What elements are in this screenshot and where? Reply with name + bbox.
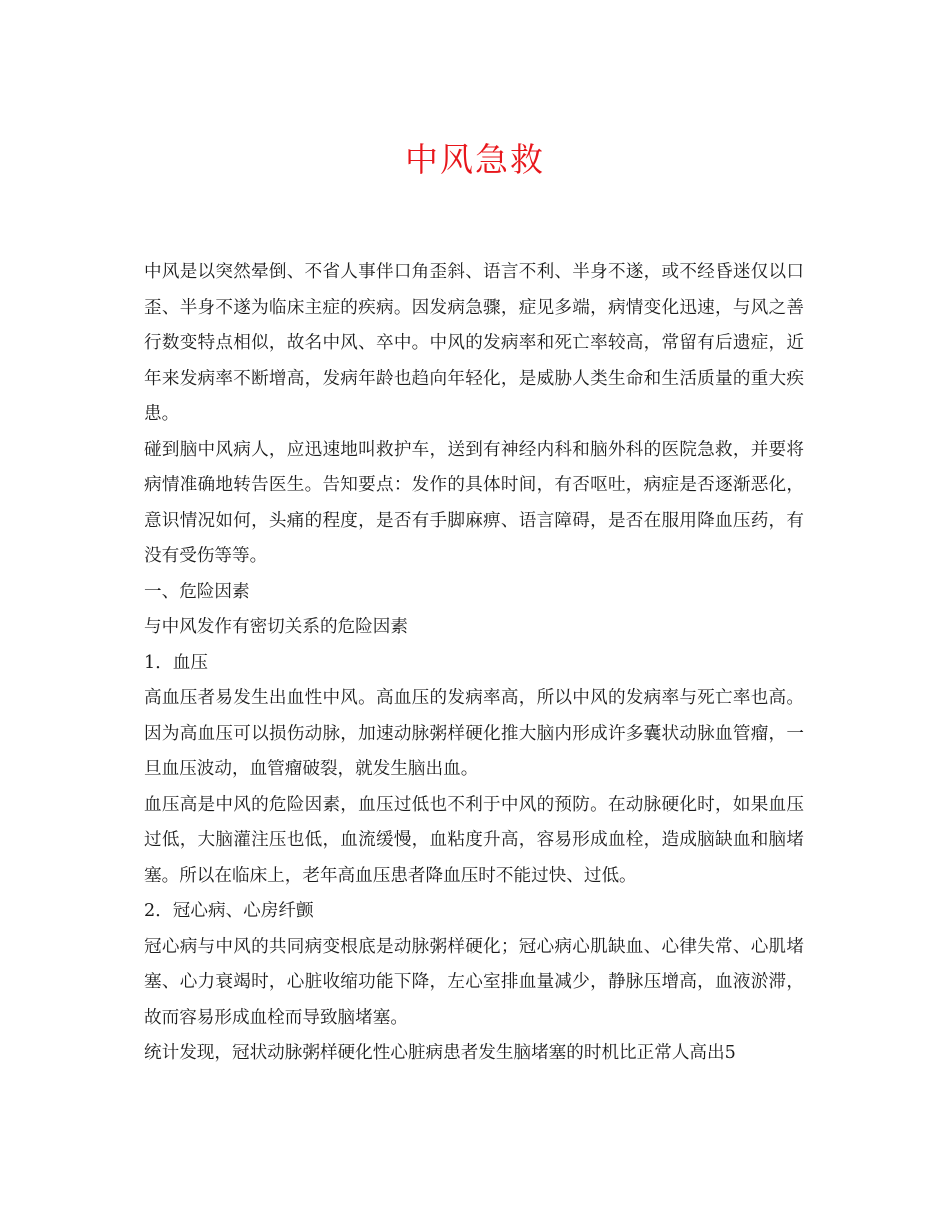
- coronary-paragraph-1: 冠心病与中风的共同病变根底是动脉粥样硬化；冠心病心肌缺血、心律失常、心肌堵塞、心力衰竭时，心脏收缩功能下降，左心室排血量减少，静脉压增高，血液淤滞，故而容易形成血栓而导致脑堵塞。: [144, 936, 804, 1028]
- coronary-paragraph-2: 统计发现，冠状动脉粥样硬化性心脏病患者发生脑堵塞的时机比正常人高出5: [144, 1043, 736, 1063]
- blood-pressure-paragraph-1: 高血压者易发生出血性中风。高血压的发病率高，所以中风的发病率与死亡率也高。因为高血压可以损伤动脉，加速动脉粥样硬化推大脑内形成许多囊状动脉血管瘤，一旦血压波动，血管瘤破裂，就发生脑出血。: [144, 688, 804, 779]
- risk-factors-intro: 与中风发作有密切关系的危险因素: [144, 617, 408, 637]
- document-body: [144, 255, 804, 1072]
- first-aid-paragraph: 碰到脑中风病人，应迅速地叫救护车，送到有神经内科和脑外科的医院急救，并要将病情准确地转告医生。告知要点：发作的具体时间，有否呕吐，病症是否逐渐恶化，意识情况如何，头痛的程度，是否有手脚麻痹、语言障碍，是否在服用降血压药，有没有受伤等等。: [144, 439, 804, 566]
- intro-paragraph: 中风是以突然晕倒、不省人事伴口角歪斜、语言不利、半身不遂，或不经昏迷仅以口歪、半身不遂为临床主症的疾病。因发病急骤，症见多端，病情变化迅速，与风之善行数变特点相似，故名中风、卒中。中风的发病率和死亡率较高，常留有后遗症，近年来发病率不断增高，发病年龄也趋向年轻化，是威胁人类生命和生活质量的重大疾患。: [144, 262, 804, 424]
- subheading-blood-pressure: 1．血压: [144, 652, 208, 673]
- document-title: 中风急救: [405, 140, 545, 179]
- subheading-coronary-heart-disease: 2．冠心病、心房纤颤: [144, 901, 314, 921]
- blood-pressure-paragraph-2: 血压高是中风的危险因素，血压过低也不利于中风的预防。在动脉硬化时，如果血压过低，大脑灌注压也低，血流缓慢，血粘度升高，容易形成血栓，造成脑缺血和脑堵塞。所以在临床上，老年高血压患者降血压时不能过快、过低。: [144, 794, 804, 886]
- section-heading-risk-factors: 一、危险因素: [144, 581, 250, 602]
